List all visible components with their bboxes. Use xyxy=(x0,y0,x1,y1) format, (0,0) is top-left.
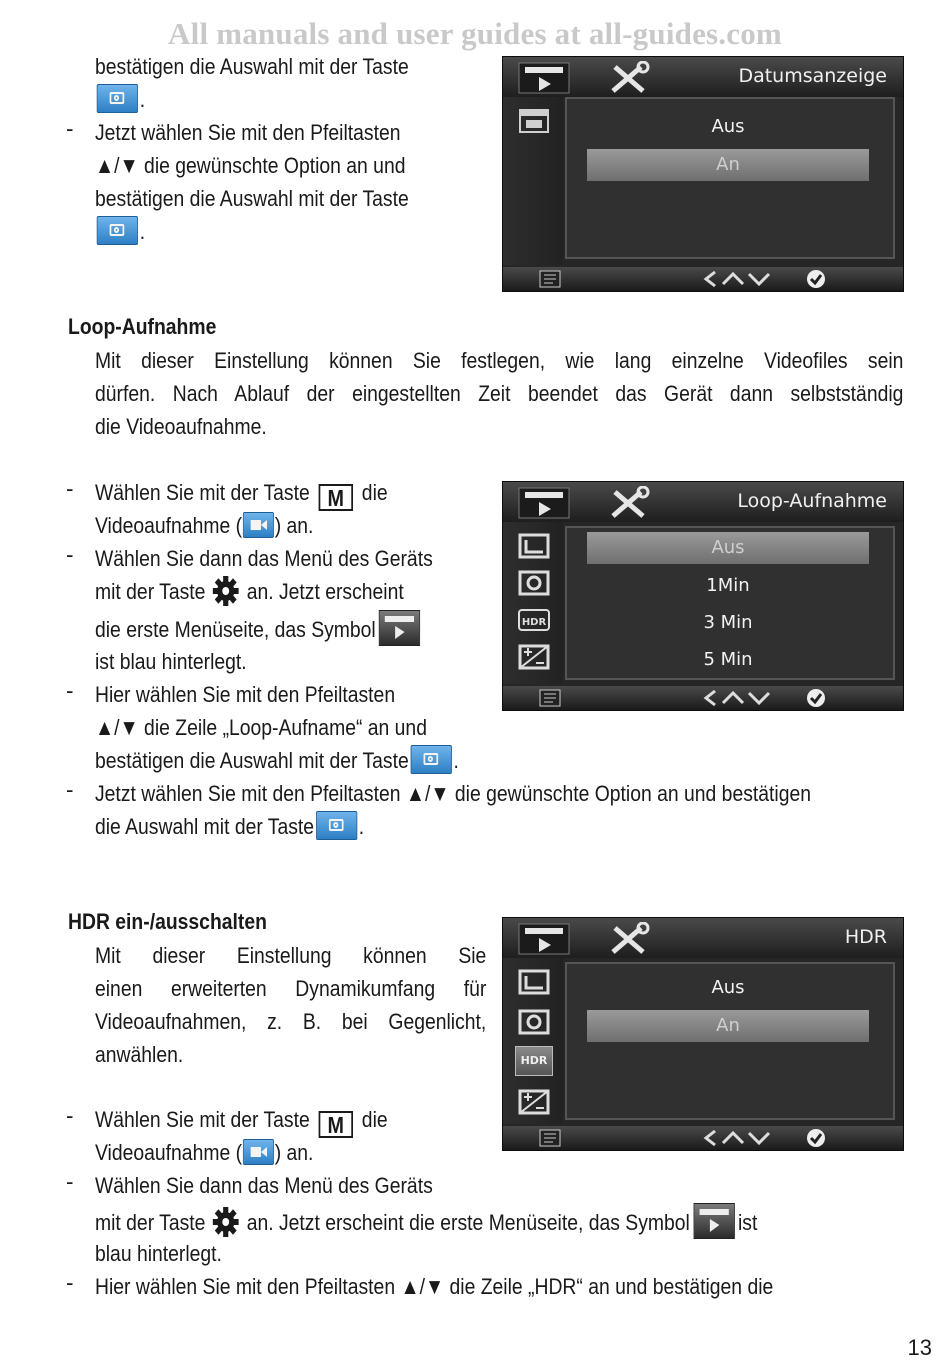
camera-key-icon xyxy=(97,84,138,113)
video-key-icon xyxy=(243,512,274,538)
resolution-icon xyxy=(517,532,551,560)
screen-title: Loop-Aufnahme xyxy=(737,490,887,512)
option-aus: Aus xyxy=(711,116,745,137)
confirm-check-icon xyxy=(805,269,827,289)
text-line: Wählen Sie mit der Taste M die xyxy=(95,480,388,511)
settings-tools-icon xyxy=(607,486,651,520)
settings-tools-icon xyxy=(607,61,651,95)
text-line: Jetzt wählen Sie mit den Pfeiltasten xyxy=(95,120,401,145)
m-key-icon: M xyxy=(319,1111,353,1138)
options-panel xyxy=(565,962,895,1120)
bullet-dash: - xyxy=(66,542,74,567)
exposure-icon xyxy=(517,643,551,671)
options-panel xyxy=(565,97,895,259)
section-heading-hdr: HDR ein-/ausschalten xyxy=(68,909,267,934)
option-1min: 1Min xyxy=(706,575,750,596)
text-line: Hier wählen Sie mit den Pfeiltasten ▲/▼ die Zeile „HDR“ an und bestätigen die xyxy=(95,1274,774,1299)
confirm-check-icon xyxy=(805,1128,827,1148)
paragraph-line: Mit dieser Einstellung können Sie xyxy=(95,943,487,968)
bullet-dash: - xyxy=(66,1270,74,1295)
navigation-arrows-icon xyxy=(701,688,771,708)
text-line: Hier wählen Sie mit den Pfeiltasten xyxy=(95,682,396,707)
paragraph-line: dürfen. Nach Ablauf der eingestellten Zeit beendet das Gerät dann selbstständig xyxy=(95,381,904,406)
option-an-selected: An xyxy=(587,1010,869,1042)
menu-list-icon xyxy=(539,689,561,707)
text-line: mit der Taste an. Jetzt erscheint xyxy=(95,575,404,608)
menu-list-icon xyxy=(539,270,561,288)
camera-key-icon xyxy=(97,216,138,245)
settings-tools-icon xyxy=(607,922,651,956)
paragraph-line: anwählen. xyxy=(95,1042,184,1067)
text-line: mit der Taste an. Jetzt erscheint die erste Menüseite, das Symbol ist xyxy=(95,1203,757,1239)
text-line: ▲/▼ die Zeile „Loop-Aufname“ an und xyxy=(95,715,427,740)
bullet-dash: - xyxy=(66,1103,74,1128)
text-line: bestätigen die Auswahl mit der Taste xyxy=(95,186,409,211)
confirm-check-icon xyxy=(805,688,827,708)
loop-icon xyxy=(517,569,551,597)
exposure-icon xyxy=(517,1088,551,1116)
bullet-dash: - xyxy=(66,476,74,501)
video-menu-tab-icon xyxy=(517,61,571,95)
options-panel xyxy=(565,526,895,680)
screen-title: Datumsanzeige xyxy=(738,65,887,87)
text-line: die erste Menüseite, das Symbol xyxy=(95,610,424,646)
text-line: . xyxy=(95,215,145,248)
text-line: die Auswahl mit der Taste . xyxy=(95,810,364,843)
video-menu-tab-icon xyxy=(517,922,571,956)
text-line: bestätigen die Auswahl mit der Taste . xyxy=(95,744,459,777)
option-5min: 5 Min xyxy=(703,649,753,670)
gear-icon xyxy=(212,575,240,607)
bullet-dash: - xyxy=(66,1169,74,1194)
option-aus-selected: Aus xyxy=(587,532,869,564)
watermark: All manuals and user guides at all-guides.com xyxy=(168,16,782,51)
text-line: Videoaufnahme ( ) an. xyxy=(95,513,314,538)
text-line: Jetzt wählen Sie mit den Pfeiltasten ▲/▼ die gewünschte Option an und bestätigen xyxy=(95,781,811,806)
text-line: blau hinterlegt. xyxy=(95,1241,222,1266)
screen-title: HDR xyxy=(844,926,887,948)
bullet-dash: - xyxy=(66,678,74,703)
camera-screen-date-display xyxy=(502,56,904,292)
bullet-dash: - xyxy=(66,777,74,802)
text-line: ▲/▼ die gewünschte Option an und xyxy=(95,153,406,178)
text-line: Videoaufnahme ( ) an. xyxy=(95,1140,314,1165)
text-line: ist blau hinterlegt. xyxy=(95,649,247,674)
paragraph-line: die Videoaufnahme. xyxy=(95,414,267,439)
bullet-dash: - xyxy=(66,116,74,141)
paragraph-line: einen erweiterten Dynamikumfang für xyxy=(95,976,487,1001)
page-number: 13 xyxy=(907,1335,932,1360)
camera-key-icon xyxy=(410,745,451,774)
hdr-icon-highlighted: HDR xyxy=(515,1046,553,1076)
video-menu-tab-icon xyxy=(517,486,571,520)
date-stamp-icon xyxy=(517,107,551,135)
option-aus: Aus xyxy=(711,977,745,998)
video-key-icon xyxy=(243,1139,274,1165)
loop-icon xyxy=(517,1008,551,1036)
gear-icon xyxy=(212,1206,240,1238)
text-line: Wählen Sie dann das Menü des Geräts xyxy=(95,546,433,571)
navigation-arrows-icon xyxy=(701,269,771,289)
text-line: Wählen Sie dann das Menü des Geräts xyxy=(95,1173,433,1198)
text-line: bestätigen die Auswahl mit der Taste xyxy=(95,54,409,79)
paragraph-line: Videoaufnahmen, z. B. bei Gegenlicht, xyxy=(95,1009,487,1034)
svg-text:HDR: HDR xyxy=(521,617,547,628)
m-key-icon: M xyxy=(319,484,353,511)
camera-screen-hdr xyxy=(502,917,904,1151)
paragraph-line: Mit dieser Einstellung können Sie festlegen, wie lang einzelne Videofiles sein xyxy=(95,348,904,373)
camera-key-icon xyxy=(316,811,357,840)
hdr-icon xyxy=(517,606,551,634)
resolution-icon xyxy=(517,968,551,996)
video-menu-symbol-icon xyxy=(693,1203,734,1239)
option-an-selected: An xyxy=(587,149,869,181)
text-line: Wählen Sie mit der Taste M die xyxy=(95,1107,388,1138)
menu-list-icon xyxy=(539,1129,561,1147)
text-line: . xyxy=(95,83,145,116)
section-heading-loop: Loop-Aufnahme xyxy=(68,314,217,339)
camera-screen-loop-recording xyxy=(502,481,904,711)
option-3min: 3 Min xyxy=(703,612,753,633)
video-menu-symbol-icon xyxy=(379,610,420,646)
navigation-arrows-icon xyxy=(701,1128,771,1148)
